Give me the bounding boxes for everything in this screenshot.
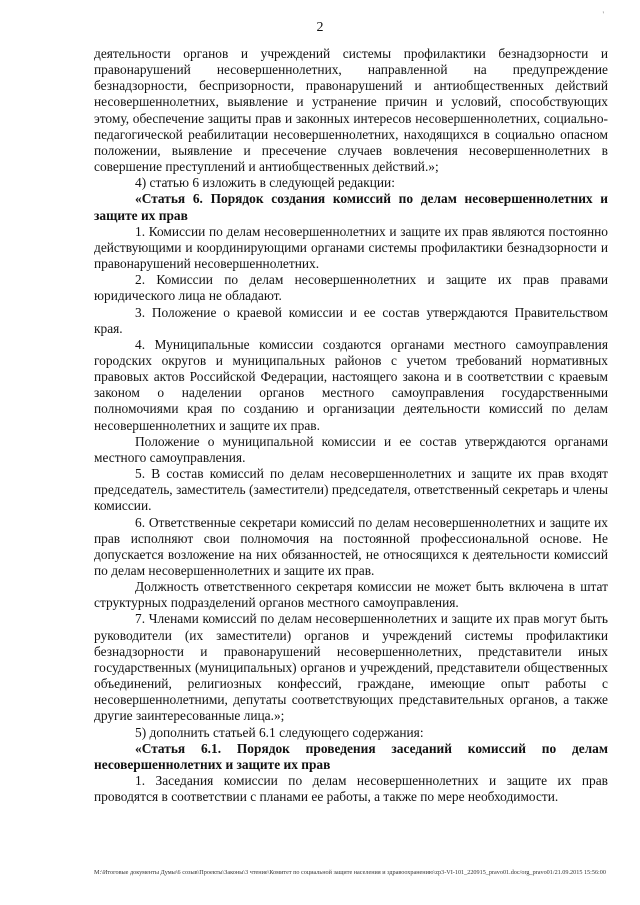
footer-file-path: M:\Итоговые документы Думы\6 созыв\Проекты\Законы\3 чтение\Комитет по социальной защите населения и здравоохранению\zp3-VI-101_220915_pravo01.doc/org_pravo01/21.09.2015 15:56:00	[94, 869, 606, 876]
article-6-part-6-secretary: Должность ответственного секретаря комиссии не может быть включена в штат структурных подразделений органов местного самоуправления.	[94, 579, 608, 611]
article-6-part-4-regulation: Положение о муниципальной комиссии и ее состав утверждаются органами местного самоуправления.	[94, 433, 608, 465]
article-6-part-1: 1. Комиссии по делам несовершеннолетних и защите их прав являются постоянно действующими и координирующими органами системы профилактики безнадзорности и правонарушений несовершеннолетних.	[94, 223, 608, 272]
paragraph-continuation: деятельности органов и учреждений системы профилактики безнадзорности и правонарушений несовершеннолетних, направленной на предупреждение безнадзорности, беспризорности, правонарушений и антиобщественных действий несовершеннолетних, выявление и устранение причин и условий, способствующих этому, обеспечение защиты прав и законных интересов несовершеннолетних, социально-педагогической реабилитации несовершеннолетних, находящихся в социально опасном положении, выявление и пресечение случаев вовлечения несовершеннолетних в совершение преступлений и антиобщественных действий.»;	[94, 46, 608, 175]
paragraph-amendment-5: 5) дополнить статьей 6.1 следующего содержания:	[135, 724, 424, 740]
article-6-part-6: 6. Ответственные секретари комиссий по делам несовершеннолетних и защите их прав исполняют свои полномочия на постоянной профессиональной основе. Не допускается возложение на них обязанностей, не относящихся к деятельности комиссий по делам несовершеннолетних и защите их прав.	[94, 514, 608, 578]
paragraph-amendment-4: 4) статью 6 изложить в следующей редакции:	[135, 175, 395, 191]
article-6-part-5: 5. В состав комиссий по делам несовершеннолетних и защите их прав входят председатель, заместитель (заместители) председателя, ответственный секретарь и члены комиссии.	[94, 466, 608, 514]
article-6-part-7: 7. Членами комиссий по делам несовершеннолетних и защите их прав могут быть руководители (их заместители) органов и учреждений системы профилактики безнадзорности и правонарушений несовершеннолетних, представители иных государственных (муниципальных) органов и учреждений, представители общественных объединений, религиозных конфессий, граждане, имеющие опыт работы с несовершеннолетними, депутаты соответствующих представительных органов, а также другие заинтересованные лица.»;	[94, 611, 608, 724]
article-6-heading: «Статья 6. Порядок создания комиссий по делам несовершеннолетних и защите их прав	[94, 191, 608, 223]
document-body	[94, 46, 608, 805]
article-6-1-part-1: 1. Заседания комиссии по делам несовершеннолетних и защите их прав проводятся в соответствии с планами ее работы, а также по мере необходимости.	[94, 773, 608, 805]
page-number: 2	[316, 20, 324, 35]
article-6-part-4: 4. Муниципальные комиссии создаются органами местного самоуправления городских округов и муниципальных районов с учетом требований нормативных правовых актов Российской Федерации, настоящего закона и в соответствии с краевым законом о наделении органов местного самоуправления государственными полномочиями края по созданию и организации деятельности комиссий по делам несовершеннолетних и защите их прав.	[94, 336, 608, 433]
article-6-part-2: 2. Комиссии по делам несовершеннолетних и защите их прав правами юридического лица не обладают.	[94, 272, 608, 304]
article-6-1-heading: «Статья 6.1. Порядок проведения заседаний комиссий по делам несовершеннолетних и защите их прав	[94, 740, 608, 772]
article-6-part-3: 3. Положение о краевой комиссии и ее состав утверждаются Правительством края.	[94, 304, 608, 336]
corner-mark: '	[602, 10, 604, 19]
